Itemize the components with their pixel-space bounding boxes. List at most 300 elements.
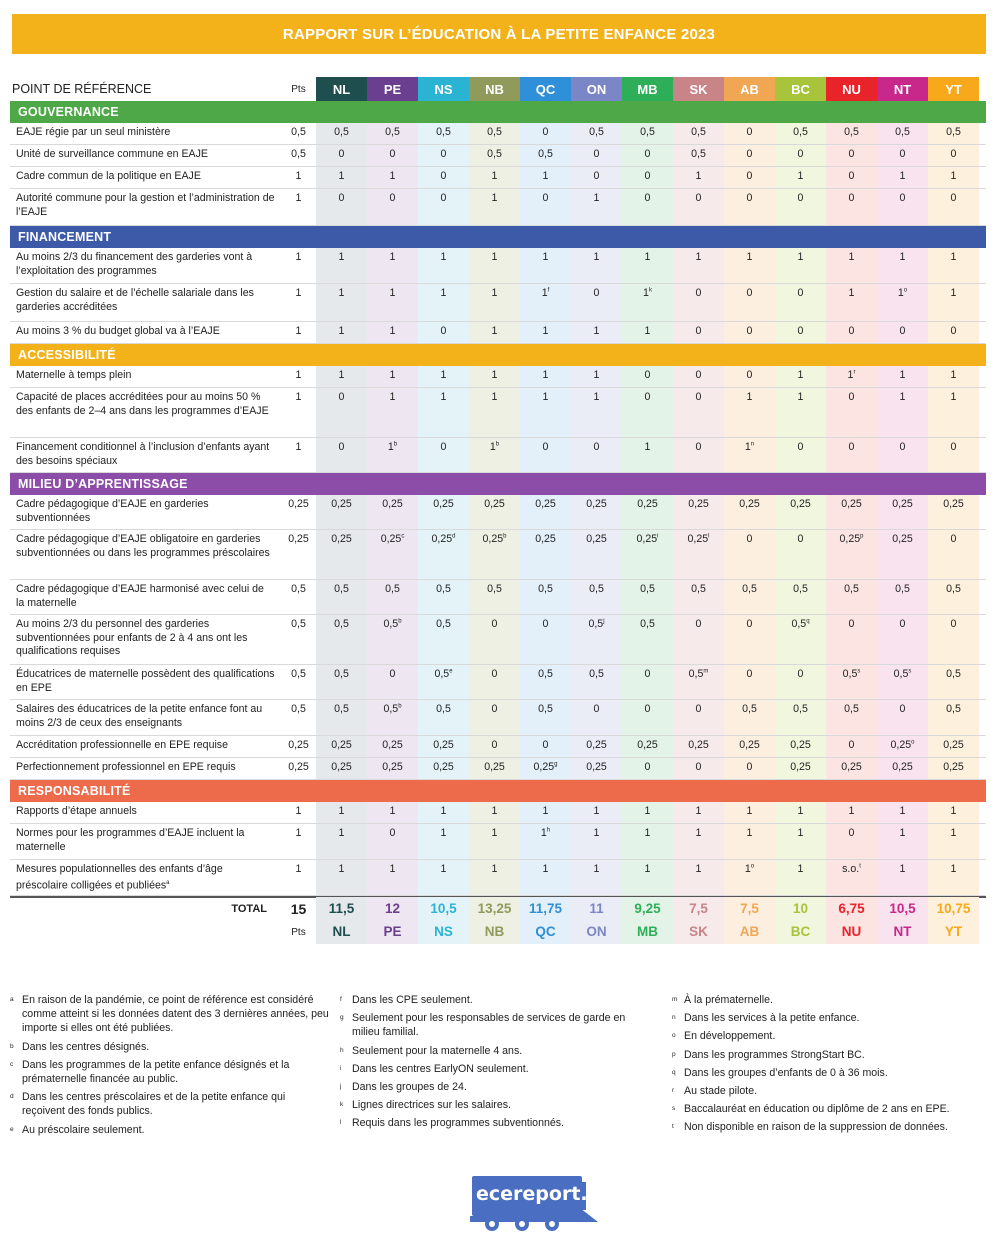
score-cell-yt: 1 [928, 284, 979, 321]
score-cell-nl: 0 [316, 189, 367, 225]
benchmark-row [10, 438, 986, 473]
score-cell-nt: 1 [877, 248, 928, 283]
score-cell-yt: 0 [928, 189, 979, 225]
header-province-nl: NL [316, 77, 367, 101]
score-cell-ns: 0,25 [418, 495, 469, 529]
score-cell-nl: 0,25 [316, 736, 367, 757]
score-cell-ab: 1 [724, 248, 775, 283]
score-cell-nb: 1 [469, 189, 520, 225]
score-cell-pe: 1 [367, 167, 418, 188]
score-cell-ab: 0 [724, 665, 775, 699]
score-cell-bc: 0,25 [775, 758, 826, 779]
score-cell-nt: 1 [877, 860, 928, 895]
score-cell-bc: 1 [775, 824, 826, 859]
score-cell-bc: 0 [775, 189, 826, 225]
score-cell-bc: 1 [775, 366, 826, 387]
score-cell-mb: 0 [622, 145, 673, 166]
score-cell-pe: 1 [367, 366, 418, 387]
score-cell-mb: 1 [622, 860, 673, 895]
score-cell-yt: 0 [928, 322, 979, 343]
score-cell-nu: 0 [826, 322, 877, 343]
footnote [340, 1044, 650, 1058]
footnote [672, 1120, 990, 1134]
benchmark-label: Salaires des éducatrices de la petite enfance font au moins 2/3 de ceux des enseignants [16, 703, 263, 729]
score-cell-ns: 1 [418, 366, 469, 387]
score-cell-sk: 1 [673, 167, 724, 188]
score-cell-on: 0 [571, 145, 622, 166]
footnote-text: En développement. [684, 1030, 776, 1043]
score-cell-nu: 0,5$^s$ [826, 665, 877, 699]
footnote-text: Dans les centres EarlyON seulement. [352, 1062, 529, 1075]
score-cell-pe: 1 [367, 802, 418, 823]
score-cell-yt: 0 [928, 145, 979, 166]
score-cell-sk: 1 [673, 802, 724, 823]
score-cell-nb: 1 [469, 248, 520, 283]
benchmark-row [10, 322, 986, 344]
footnote-mark: r [853, 369, 856, 376]
score-cell-on: 0,5 [571, 123, 622, 144]
score-cell-sk: 0 [673, 615, 724, 664]
score-cell-ab: 0,5 [724, 580, 775, 614]
score-cell-nt: 1 [877, 824, 928, 859]
score-cell-nb: 0,5 [469, 145, 520, 166]
score-cell-nb: 0,5 [469, 580, 520, 614]
benchmark-label: EAJE régie par un seul ministère [16, 126, 171, 138]
score-cell-ab: 0 [724, 615, 775, 664]
score-cell-pe: 0 [367, 189, 418, 225]
footnote-mark: g [554, 761, 558, 768]
benchmark-pts: 1 [295, 192, 302, 204]
score-cell-nt: 0,5 [877, 123, 928, 144]
score-cell-pe: 0,5 [367, 123, 418, 144]
total-nb: 13,25 [469, 897, 520, 921]
logo-text[interactable]: ecereport.ca [476, 1183, 612, 1205]
footnote [10, 1123, 330, 1137]
score-cell-on: 1 [571, 322, 622, 343]
total-nu: 6,75 [826, 897, 877, 921]
section-header: MILIEU D’APPRENTISSAGE [10, 473, 986, 495]
score-cell-yt: 1 [928, 167, 979, 188]
report-title-banner [12, 14, 986, 54]
score-cell-yt: 0,5 [928, 665, 979, 699]
score-cell-qc: 1 [520, 322, 571, 343]
header-province-nb: NB [469, 77, 520, 101]
score-cell-nb: 1 [469, 802, 520, 823]
section-header: GOUVERNANCE [10, 101, 986, 123]
score-cell-yt: 0,25 [928, 758, 979, 779]
score-cell-qc: 1$^h$ [520, 824, 571, 859]
footnote-mark: c [10, 1060, 14, 1068]
score-cell-nl: 0 [316, 145, 367, 166]
score-cell-qc: 0,5 [520, 145, 571, 166]
score-cell-nb: 0 [469, 736, 520, 757]
benchmark-label: Au moins 2/3 du financement des garderies vont à l’exploitation des programmes [16, 251, 253, 277]
benchmark-label: Normes pour les programmes d’EAJE incluent la maternelle [16, 827, 245, 853]
benchmark-pts: 0,5 [291, 583, 306, 595]
score-cell-on: 0,5 [571, 665, 622, 699]
score-cell-on: 0 [571, 284, 622, 321]
score-cell-ab: 0,25 [724, 736, 775, 757]
score-cell-nb: 1 [469, 388, 520, 437]
score-cell-nb: 1 [469, 167, 520, 188]
footnote-mark: c [401, 533, 405, 540]
footnote [340, 1011, 650, 1039]
score-cell-nl: 0,25 [316, 758, 367, 779]
score-cell-pe: 0,5$^b$ [367, 700, 418, 735]
total-row [10, 896, 986, 920]
score-cell-nl: 1 [316, 824, 367, 859]
score-cell-sk: 0,25 [673, 495, 724, 529]
table-header [10, 77, 986, 101]
benchmark-row [10, 824, 986, 860]
score-cell-ns: 1 [418, 802, 469, 823]
score-cell-nt: 1 [877, 802, 928, 823]
footnote [10, 1040, 330, 1054]
score-cell-yt: 0 [928, 615, 979, 664]
header-pts-label: Pts [291, 83, 306, 95]
score-cell-qc: 1 [520, 388, 571, 437]
score-cell-nb: 0,5 [469, 123, 520, 144]
score-cell-yt: 0,25 [928, 495, 979, 529]
total-qc: 11,75 [520, 897, 571, 921]
score-cell-yt: 1 [928, 824, 979, 859]
score-cell-bc: 1 [775, 388, 826, 437]
header-province-pe: PE [367, 77, 418, 101]
score-cell-nt: 0 [877, 700, 928, 735]
benchmark-label: Unité de surveillance commune en EAJE [16, 148, 208, 160]
header-province-bc: BC [775, 77, 826, 101]
benchmark-row [10, 167, 986, 189]
footnote-mark: h [546, 827, 551, 834]
footnote-mark: f [547, 287, 550, 294]
footer-abbr-row [10, 920, 986, 944]
footnote-mark: n [750, 441, 755, 448]
benchmark-pts: 0,5 [291, 148, 306, 160]
score-cell-sk: 1 [673, 824, 724, 859]
score-cell-on: 0,5$^j$ [571, 615, 622, 664]
score-cell-pe: 0,25 [367, 758, 418, 779]
total-label: TOTAL [231, 903, 267, 915]
score-cell-pe: 1$^b$ [367, 438, 418, 472]
score-cell-nb: 1 [469, 824, 520, 859]
header-province-nu: NU [826, 77, 877, 101]
score-cell-nu: 0,25 [826, 495, 877, 529]
score-cell-nl: 0,25 [316, 495, 367, 529]
score-cell-bc: 0 [775, 530, 826, 579]
report-title: RAPPORT SUR L’ÉDUCATION À LA PETITE ENFANCE 2023 [282, 25, 716, 43]
header-province-on: ON [571, 77, 622, 101]
footnotes-col-2 [340, 993, 650, 1135]
score-cell-yt: 1 [928, 860, 979, 895]
footer-province-nu: NU [826, 920, 877, 944]
benchmark-label: Cadre pédagogique d’EAJE obligatoire en garderies subventionnées ou dans les programmes préscolaires [16, 533, 270, 559]
footnote-mark: o [750, 863, 755, 870]
footnote [672, 1084, 990, 1098]
score-cell-ns: 0,5 [418, 123, 469, 144]
benchmark-row [10, 189, 986, 226]
footnote [672, 1048, 990, 1062]
score-cell-nt: 0 [877, 438, 928, 472]
score-cell-sk: 1 [673, 860, 724, 895]
footnote-mark: e [10, 1125, 14, 1133]
score-cell-on: 0 [571, 700, 622, 735]
total-bc: 10 [775, 897, 826, 921]
benchmark-row [10, 145, 986, 167]
footnote-mark: b [495, 441, 500, 448]
benchmark-label: Cadre pédagogique d’EAJE en garderies subventionnées [16, 498, 209, 524]
score-cell-nt: 1$^o$ [877, 284, 928, 321]
score-cell-qc: 0,5 [520, 700, 571, 735]
score-cell-ab: 1$^n$ [724, 438, 775, 472]
score-cell-qc: 1 [520, 167, 571, 188]
footnote-mark: g [340, 1014, 344, 1022]
benchmark-label: Cadre pédagogique d’EAJE harmonisé avec celui de la maternelle [16, 583, 264, 609]
footer-province-sk: SK [673, 920, 724, 944]
footnote [672, 993, 990, 1007]
benchmark-label: Au moins 2/3 du personnel des garderies subventionnées pour enfants de 2 à 4 ans ont les qualifications requises [16, 618, 248, 658]
score-cell-nb: 1 [469, 860, 520, 895]
footnote [340, 1080, 650, 1094]
score-cell-bc: 0 [775, 438, 826, 472]
score-cell-mb: 0 [622, 665, 673, 699]
score-cell-nb: 0,25 [469, 758, 520, 779]
benchmark-row [10, 495, 986, 530]
score-cell-nu: 1 [826, 802, 877, 823]
score-cell-ns: 1 [418, 388, 469, 437]
score-cell-bc: 0 [775, 284, 826, 321]
benchmark-row [10, 700, 986, 736]
score-cell-ab: 1 [724, 802, 775, 823]
score-cell-yt: 1 [928, 366, 979, 387]
footnote-mark: t [672, 1123, 674, 1131]
score-cell-nb: 0 [469, 615, 520, 664]
score-cell-nl: 1 [316, 284, 367, 321]
score-cell-ab: 0 [724, 322, 775, 343]
score-cell-bc: 1 [775, 802, 826, 823]
score-cell-ns: 0,25 [418, 758, 469, 779]
benchmark-table [10, 77, 986, 944]
benchmark-pts: 1 [295, 287, 302, 299]
score-cell-nt: 0 [877, 189, 928, 225]
score-cell-sk: 0,5$^m$ [673, 665, 724, 699]
score-cell-on: 0,25 [571, 758, 622, 779]
footnotes-col-1 [10, 993, 330, 1141]
score-cell-on: 0,25 [571, 736, 622, 757]
score-cell-pe: 0 [367, 665, 418, 699]
score-cell-ab: 0 [724, 167, 775, 188]
score-cell-ab: 0 [724, 366, 775, 387]
score-cell-nu: 0 [826, 615, 877, 664]
score-cell-on: 1 [571, 860, 622, 895]
footnote [672, 1102, 990, 1116]
score-cell-ns: 1 [418, 860, 469, 895]
score-cell-nl: 0,5 [316, 580, 367, 614]
score-cell-mb: 0 [622, 700, 673, 735]
score-cell-ab: 1 [724, 824, 775, 859]
score-cell-pe: 0 [367, 824, 418, 859]
score-cell-ab: 0,5 [724, 700, 775, 735]
score-cell-qc: 1$^f$ [520, 284, 571, 321]
score-cell-yt: 1 [928, 802, 979, 823]
footnote-mark: h [340, 1046, 344, 1054]
score-cell-mb: 0,5 [622, 123, 673, 144]
score-cell-sk: 0 [673, 322, 724, 343]
score-cell-nl: 1 [316, 248, 367, 283]
footnote-mark: d [10, 1093, 14, 1101]
score-cell-nu: 0 [826, 438, 877, 472]
benchmark-pts: 1 [295, 827, 302, 839]
footnote-mark: b [393, 441, 398, 448]
score-cell-ns: 0,5 [418, 615, 469, 664]
score-cell-nu: 1 [826, 248, 877, 283]
score-cell-mb: 0,5 [622, 615, 673, 664]
benchmark-pts: 0,5 [291, 668, 306, 680]
score-cell-bc: 0,25 [775, 736, 826, 757]
total-yt: 10,75 [928, 897, 979, 921]
score-cell-bc: 0,5 [775, 580, 826, 614]
total-mb: 9,25 [622, 897, 673, 921]
score-cell-ab: 0,25 [724, 495, 775, 529]
score-cell-mb: 0,25$^i$ [622, 530, 673, 579]
footer-province-nt: NT [877, 920, 928, 944]
header-province-qc: QC [520, 77, 571, 101]
footnote-text: À la prématernelle. [684, 994, 773, 1006]
footer-province-mb: MB [622, 920, 673, 944]
score-cell-mb: 1 [622, 322, 673, 343]
score-cell-ab: 1 [724, 388, 775, 437]
score-cell-pe: 1 [367, 322, 418, 343]
score-cell-bc: 0,5 [775, 700, 826, 735]
footnote-text: Dans les groupes de 24. [352, 1081, 467, 1094]
score-cell-mb: 0 [622, 167, 673, 188]
footnote [672, 1011, 990, 1025]
benchmark-label: Perfectionnement professionnel en EPE requis [16, 761, 236, 773]
footnote-mark: o [911, 739, 915, 746]
score-cell-nt: 0,25 [877, 758, 928, 779]
benchmark-pts: 1 [295, 369, 302, 381]
footnote-text: En raison de la pandémie, ce point de référence est considéré comme atteint si les données datent des 3 dernières années, peu importe si elles ont été publiées. [22, 994, 329, 1035]
footnote-mark: p [860, 533, 864, 540]
footnote-text: Au stade pilote. [684, 1085, 758, 1098]
score-cell-nl: 0 [316, 438, 367, 472]
footnote-mark: i [657, 533, 659, 540]
benchmark-row [10, 860, 986, 896]
footnote-mark: l [340, 1119, 342, 1127]
score-cell-nu: 0 [826, 824, 877, 859]
score-cell-yt: 0 [928, 530, 979, 579]
score-cell-sk: 0 [673, 388, 724, 437]
benchmark-pts: 1 [295, 391, 302, 403]
footnote [10, 993, 330, 1036]
score-cell-nl: 0,25 [316, 530, 367, 579]
footnote [672, 1066, 990, 1080]
score-cell-qc: 0,5 [520, 665, 571, 699]
score-cell-nl: 0,5 [316, 123, 367, 144]
footnote-mark: s [908, 668, 912, 675]
score-cell-nb: 1 [469, 366, 520, 387]
score-cell-ab: 0 [724, 145, 775, 166]
benchmark-label: Accréditation professionnelle en EPE requise [16, 739, 228, 751]
score-cell-nl: 1 [316, 322, 367, 343]
section-header: RESPONSABILITÉ [10, 780, 986, 802]
benchmark-pts: 0,25 [288, 498, 309, 510]
score-cell-ab: 0 [724, 758, 775, 779]
footnote-mark: s [672, 1105, 676, 1113]
score-cell-ab: 0 [724, 530, 775, 579]
footnote [340, 993, 650, 1007]
score-cell-nt: 0 [877, 615, 928, 664]
footnote-text: Non disponible en raison de la suppression de données. [684, 1121, 948, 1134]
benchmark-row [10, 758, 986, 780]
benchmark-label: Maternelle à temps plein [16, 369, 132, 381]
score-cell-on: 1 [571, 824, 622, 859]
score-cell-pe: 0,5 [367, 580, 418, 614]
score-cell-yt: 0 [928, 438, 979, 472]
score-cell-nu: 0,25 [826, 758, 877, 779]
total-pts: 15 [290, 901, 307, 917]
score-cell-sk: 1 [673, 248, 724, 283]
benchmark-row [10, 530, 986, 580]
footnote [672, 1029, 990, 1043]
footer-province-on: ON [571, 920, 622, 944]
score-cell-nb: 1$^b$ [469, 438, 520, 472]
footnote-text: Dans les programmes StrongStart BC. [684, 1048, 865, 1061]
footnote-mark: i [340, 1064, 342, 1072]
score-cell-bc: 0,5$^q$ [775, 615, 826, 664]
score-cell-nu: 0,5 [826, 123, 877, 144]
score-cell-nb: 0 [469, 665, 520, 699]
benchmark-pts: 1 [295, 805, 302, 817]
footnote-mark: j [603, 618, 605, 625]
score-cell-nl: 0,5 [316, 700, 367, 735]
footnote-text: Dans les programmes de la petite enfance désignés et la prématernelle financée au public. [22, 1058, 290, 1086]
header-province-ab: AB [724, 77, 775, 101]
score-cell-qc: 0 [520, 189, 571, 225]
score-cell-on: 0 [571, 438, 622, 472]
score-cell-pe: 1 [367, 860, 418, 895]
score-cell-ab: 1$^o$ [724, 860, 775, 895]
score-cell-yt: 1 [928, 248, 979, 283]
benchmark-pts: 0,25 [288, 761, 309, 773]
benchmark-pts: 1 [295, 325, 302, 337]
score-cell-mb: 0,25 [622, 736, 673, 757]
score-cell-nl: 1 [316, 366, 367, 387]
footnote-mark: d [452, 533, 456, 540]
footnote-mark: t [859, 863, 861, 870]
score-cell-qc: 0 [520, 123, 571, 144]
benchmark-pts: 1 [295, 251, 302, 263]
footer-province-nb: NB [469, 920, 520, 944]
score-cell-ab: 0 [724, 123, 775, 144]
footnote-mark: k [340, 1101, 344, 1109]
score-cell-nu: 1 [826, 284, 877, 321]
score-cell-bc: 0,25 [775, 495, 826, 529]
score-cell-pe: 1 [367, 248, 418, 283]
score-cell-nb: 1 [469, 284, 520, 321]
score-cell-on: 0,25 [571, 530, 622, 579]
footnote-mark: l [708, 533, 710, 540]
score-cell-nu: 0 [826, 145, 877, 166]
score-cell-on: 0,25 [571, 495, 622, 529]
footnote [10, 1058, 330, 1086]
score-cell-nl: 1 [316, 860, 367, 895]
total-nl: 11,5 [316, 897, 367, 921]
footnotes-col-3 [672, 993, 990, 1139]
footnote-mark: b [10, 1042, 14, 1050]
score-cell-on: 1 [571, 248, 622, 283]
benchmark-label: Éducatrices de maternelle possèdent des qualifications en EPE [16, 668, 275, 694]
benchmark-pts: 0,5 [291, 618, 306, 630]
